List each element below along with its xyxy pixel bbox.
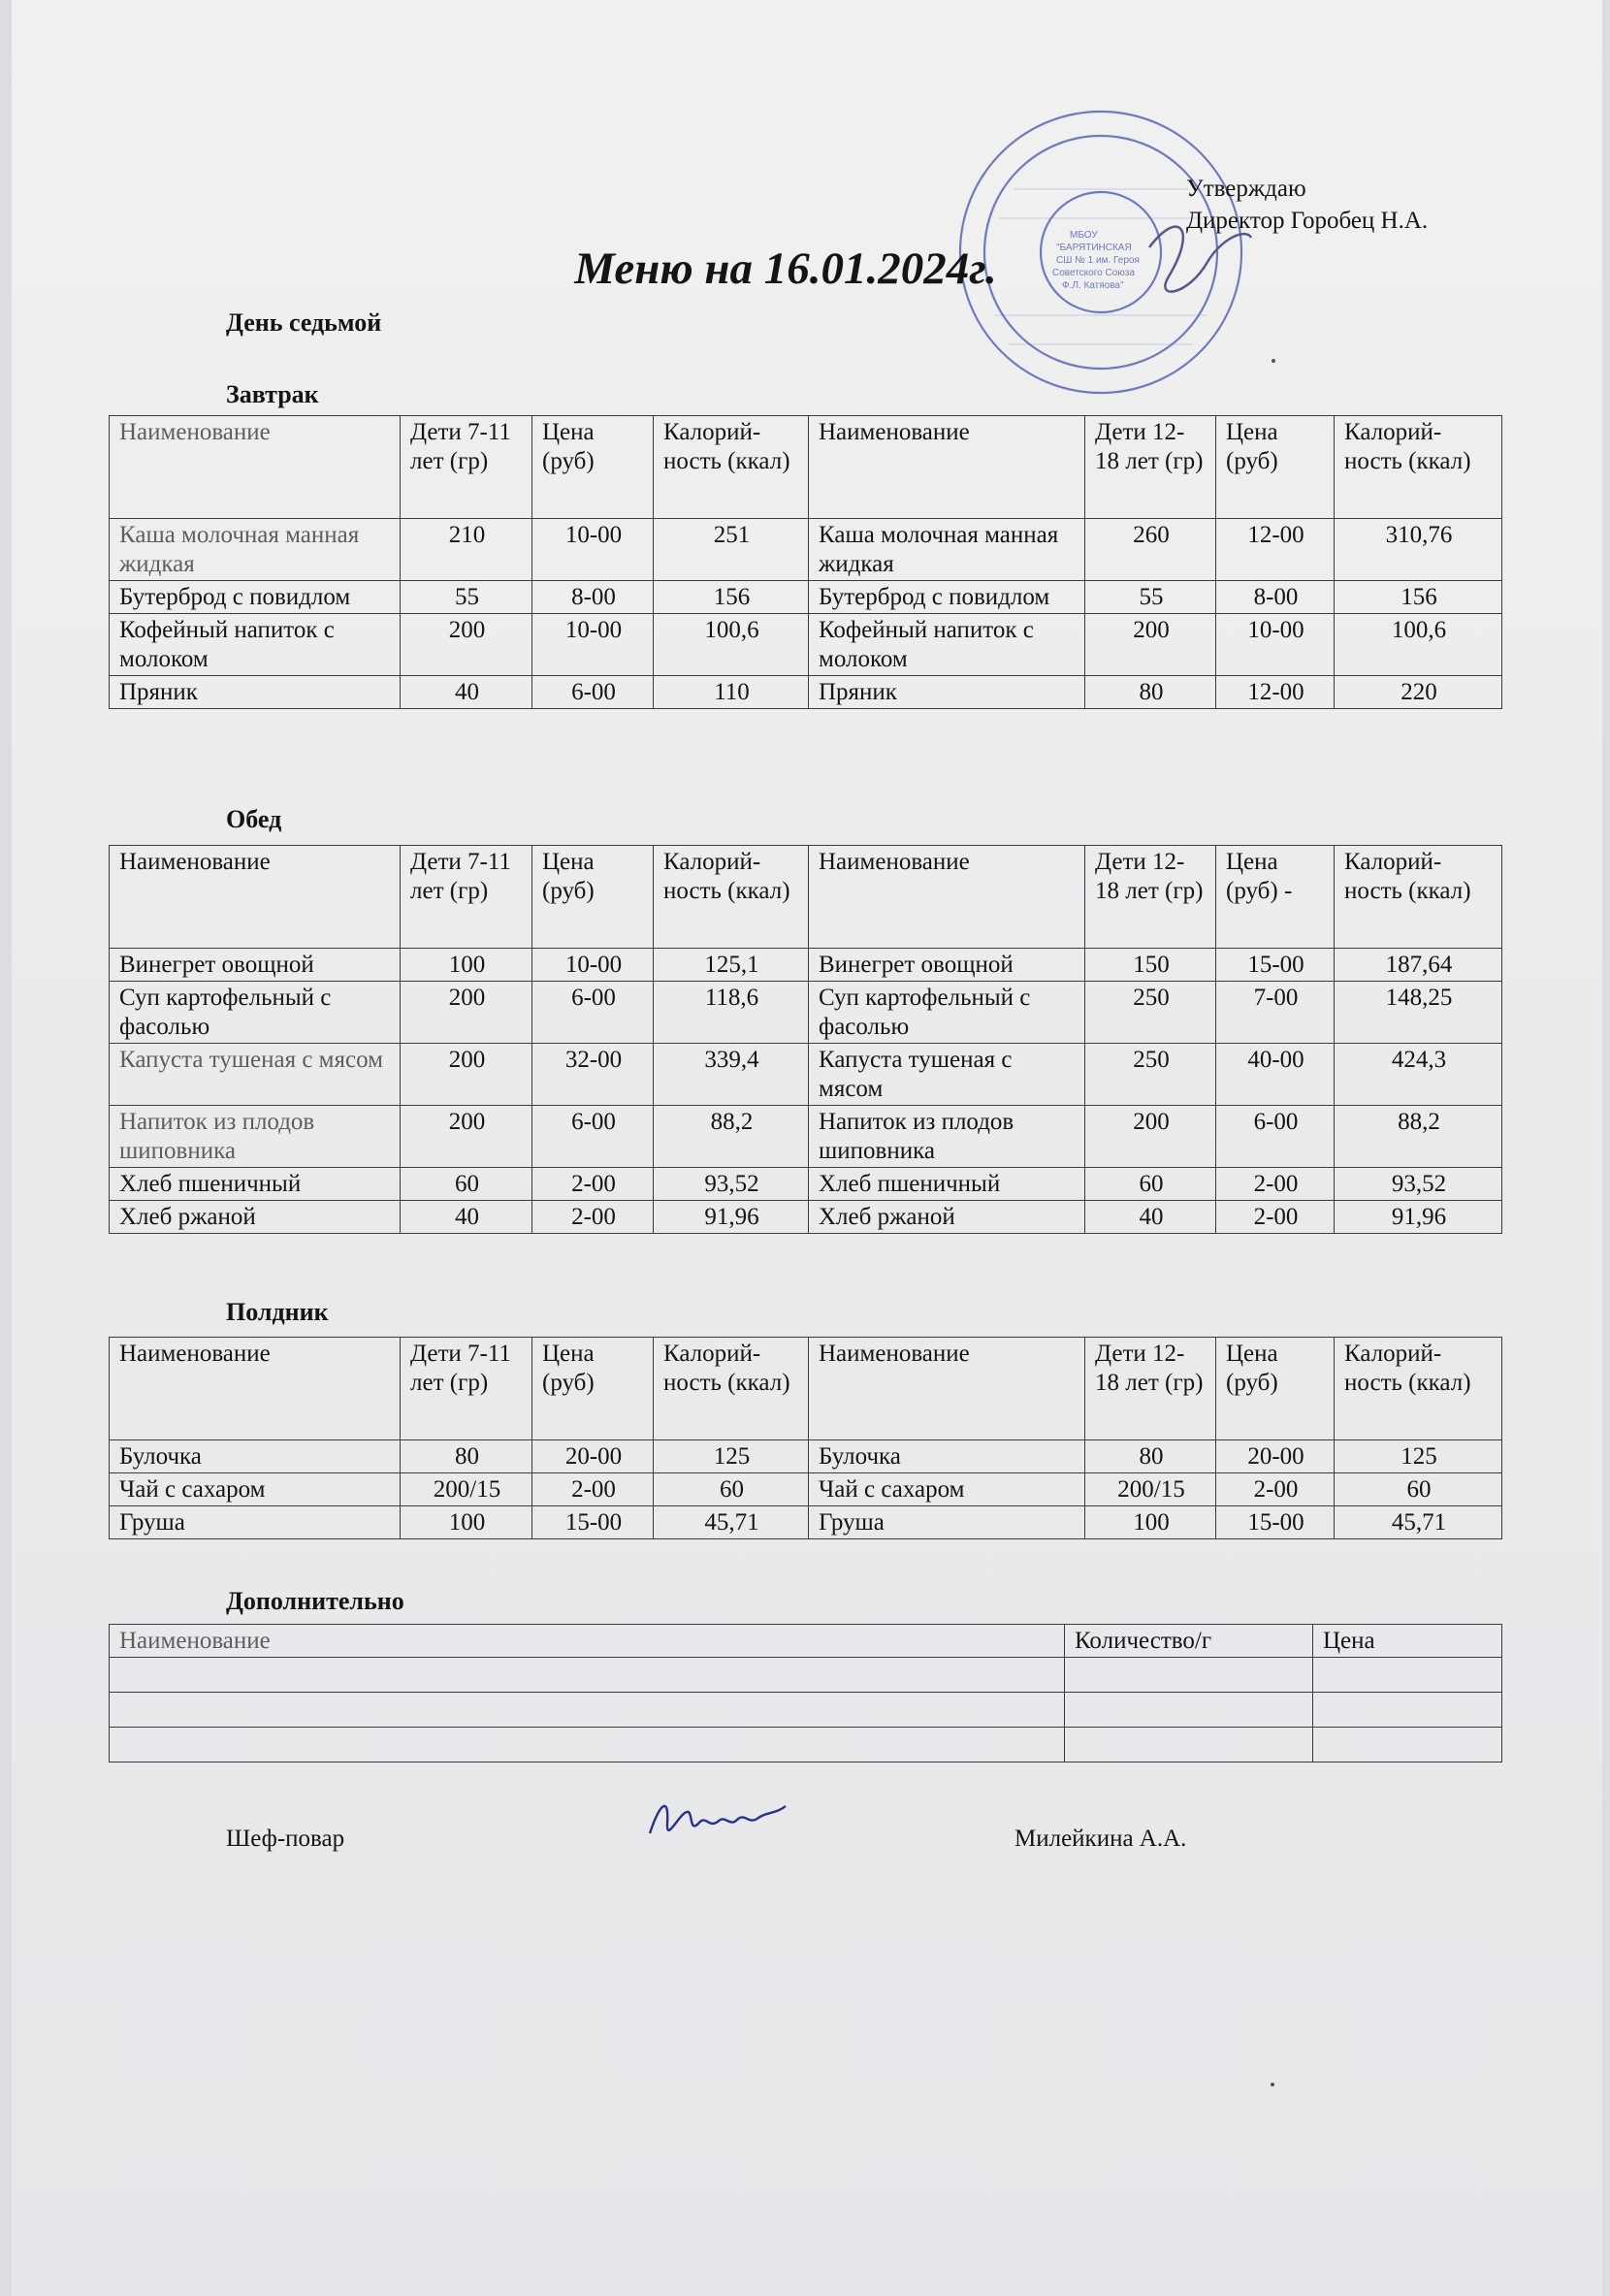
day-label: День седьмой [226, 308, 382, 337]
cell-grams-7-11: 100 [401, 1506, 532, 1539]
cell-grams-7-11: 200 [401, 982, 532, 1044]
cell-price-12-18: 8-00 [1216, 581, 1335, 614]
approval-block [1186, 173, 1428, 237]
cell-grams-7-11: 200 [401, 1044, 532, 1106]
cell-kcal-12-18: 93,52 [1335, 1168, 1502, 1201]
cell-name-12-18: Хлеб пшеничный [809, 1168, 1085, 1201]
cell-kcal-7-11: 251 [654, 519, 809, 581]
cell-kcal-7-11: 45,71 [654, 1506, 809, 1539]
chef-signature [640, 1785, 795, 1853]
cell-name-12-18: Капуста тушеная с мясом [809, 1044, 1085, 1106]
header-grams-7-11: Дети 7-11 лет (гр) [401, 1338, 532, 1440]
cell-kcal-12-18: 187,64 [1335, 949, 1502, 982]
header-kcal-12-18: Калорий-ность (ккал) [1335, 846, 1502, 949]
cell-grams-7-11: 210 [401, 519, 532, 581]
cell-name-12-18: Винегрет овощной [809, 949, 1085, 982]
cell-grams-12-18: 80 [1085, 1440, 1216, 1473]
cell-grams-12-18: 100 [1085, 1506, 1216, 1539]
speck [1272, 359, 1275, 363]
cell-grams-12-18: 60 [1085, 1168, 1216, 1201]
cell-kcal-12-18: 424,3 [1335, 1044, 1502, 1106]
page-title [0, 243, 1610, 295]
extra-header-price: Цена [1313, 1625, 1502, 1658]
cell-kcal-12-18: 91,96 [1335, 1201, 1502, 1234]
footer-role: Шеф-повар [226, 1826, 345, 1852]
cell-grams-7-11: 200/15 [401, 1473, 532, 1506]
cell-name-7-11: Капуста тушеная с мясом [110, 1044, 401, 1106]
cell-grams-7-11: 40 [401, 1201, 532, 1234]
section-title-breakfast: Завтрак [226, 380, 319, 408]
extra-header-quantity: Количество/г [1065, 1625, 1313, 1658]
table-row [110, 982, 1502, 1044]
cell-kcal-12-18: 220 [1335, 676, 1502, 709]
lunch-table [109, 845, 1502, 1234]
cell-name-7-11: Хлеб пшеничный [110, 1168, 401, 1201]
cell-kcal-12-18: 45,71 [1335, 1506, 1502, 1539]
cell-kcal-7-11: 93,52 [654, 1168, 809, 1201]
header-name-7-11: Наименование [110, 416, 401, 519]
cell-name-7-11: Бутерброд с повидлом [110, 581, 401, 614]
cell-kcal-7-11: 91,96 [654, 1201, 809, 1234]
header-row [110, 1338, 1502, 1440]
header-name-12-18: Наименование [809, 416, 1085, 519]
table-row [110, 581, 1502, 614]
cell-price-7-11: 2-00 [532, 1473, 654, 1506]
section-title-snack: Полдник [226, 1298, 329, 1326]
snack-table [109, 1337, 1502, 1539]
cell-name-7-11: Каша молочная манная жидкая [110, 519, 401, 581]
extra-header-name: Наименование [110, 1625, 1065, 1658]
cell-grams-12-18: 200/15 [1085, 1473, 1216, 1506]
table-row [110, 676, 1502, 709]
header-price-12-18: Цена (руб) - [1216, 846, 1335, 949]
cell-price-12-18: 2-00 [1216, 1168, 1335, 1201]
cell-name-12-18: Напиток из плодов шиповника [809, 1106, 1085, 1168]
header-row [110, 846, 1502, 949]
section-title-lunch: Обед [226, 805, 282, 833]
cell-price-12-18: 15-00 [1216, 1506, 1335, 1539]
cell-grams-7-11: 80 [401, 1440, 532, 1473]
header-name-12-18: Наименование [809, 1338, 1085, 1440]
cell-price-7-11: 6-00 [532, 676, 654, 709]
cell-kcal-12-18: 88,2 [1335, 1106, 1502, 1168]
extra-header-row [110, 1625, 1502, 1658]
cell-grams-7-11: 40 [401, 676, 532, 709]
cell-price-12-18: 12-00 [1216, 519, 1335, 581]
cell-kcal-7-11: 110 [654, 676, 809, 709]
header-kcal-7-11: Калорий-ность (ккал) [654, 416, 809, 519]
cell-grams-7-11: 200 [401, 614, 532, 676]
cell-grams-12-18: 200 [1085, 614, 1216, 676]
table-row [110, 1168, 1502, 1201]
cell-name-7-11: Кофейный напиток с молоком [110, 614, 401, 676]
header-grams-7-11: Дети 7-11 лет (гр) [401, 416, 532, 519]
header-price-7-11: Цена (руб) [532, 1338, 654, 1440]
cell-kcal-7-11: 156 [654, 581, 809, 614]
cell-name-7-11: Пряник [110, 676, 401, 709]
cell-name-7-11: Чай с сахаром [110, 1473, 401, 1506]
cell-kcal-7-11: 125,1 [654, 949, 809, 982]
cell-name-12-18: Пряник [809, 676, 1085, 709]
cell-kcal-12-18: 60 [1335, 1473, 1502, 1506]
header-kcal-7-11: Калорий-ность (ккал) [654, 1338, 809, 1440]
header-price-7-11: Цена (руб) [532, 846, 654, 949]
table-row [110, 1106, 1502, 1168]
cell-price-12-18: 2-00 [1216, 1473, 1335, 1506]
cell-kcal-12-18: 125 [1335, 1440, 1502, 1473]
speck [1271, 2083, 1274, 2086]
header-kcal-7-11: Калорий-ность (ккал) [654, 846, 809, 949]
table-row [110, 1506, 1502, 1539]
cell-price-7-11: 6-00 [532, 982, 654, 1044]
section-title-extra: Дополнительно [226, 1587, 404, 1615]
breakfast-table [109, 415, 1502, 709]
cell-price-12-18: 12-00 [1216, 676, 1335, 709]
cell-grams-12-18: 150 [1085, 949, 1216, 982]
svg-text:Советского Союза: Советского Союза [1052, 268, 1135, 278]
cell-price-7-11: 2-00 [532, 1201, 654, 1234]
cell-price-7-11: 10-00 [532, 519, 654, 581]
cell-kcal-7-11: 88,2 [654, 1106, 809, 1168]
cell-name-12-18: Булочка [809, 1440, 1085, 1473]
header-grams-12-18: Дети 12-18 лет (гр) [1085, 1338, 1216, 1440]
cell-price-12-18: 15-00 [1216, 949, 1335, 982]
cell-grams-12-18: 55 [1085, 581, 1216, 614]
title-text: Меню на 16.01.2024г. [574, 243, 997, 294]
cell-name-7-11: Винегрет овощной [110, 949, 401, 982]
table-row [110, 519, 1502, 581]
cell-kcal-7-11: 125 [654, 1440, 809, 1473]
extra-empty-row [110, 1728, 1502, 1762]
cell-name-7-11: Булочка [110, 1440, 401, 1473]
cell-price-12-18: 7-00 [1216, 982, 1335, 1044]
svg-text:"БАРЯТИНСКАЯ: "БАРЯТИНСКАЯ [1056, 243, 1132, 253]
cell-grams-12-18: 250 [1085, 1044, 1216, 1106]
cell-name-12-18: Чай с сахаром [809, 1473, 1085, 1506]
cell-kcal-12-18: 100,6 [1335, 614, 1502, 676]
cell-kcal-12-18: 148,25 [1335, 982, 1502, 1044]
svg-text:МБОУ: МБОУ [1070, 230, 1098, 241]
cell-grams-7-11: 60 [401, 1168, 532, 1201]
header-name-7-11: Наименование [110, 1338, 401, 1440]
cell-kcal-7-11: 118,6 [654, 982, 809, 1044]
cell-grams-7-11: 200 [401, 1106, 532, 1168]
cell-name-12-18: Груша [809, 1506, 1085, 1539]
cell-price-7-11: 8-00 [532, 581, 654, 614]
header-row [110, 416, 1502, 519]
approval-line-2: Директор Горобец Н.А. [1186, 208, 1429, 234]
header-price-7-11: Цена (руб) [532, 416, 654, 519]
cell-grams-12-18: 260 [1085, 519, 1216, 581]
cell-name-7-11: Напиток из плодов шиповника [110, 1106, 401, 1168]
table-row [110, 1201, 1502, 1234]
cell-price-12-18: 10-00 [1216, 614, 1335, 676]
header-grams-12-18: Дети 12-18 лет (гр) [1085, 416, 1216, 519]
table-row [110, 1473, 1502, 1506]
cell-price-12-18: 6-00 [1216, 1106, 1335, 1168]
cell-name-7-11: Суп картофельный с фасолью [110, 982, 401, 1044]
header-name-12-18: Наименование [809, 846, 1085, 949]
header-kcal-12-18: Калорий-ность (ккал) [1335, 1338, 1502, 1440]
header-price-12-18: Цена (руб) [1216, 416, 1335, 519]
cell-price-7-11: 15-00 [532, 1506, 654, 1539]
svg-text:СШ № 1 им. Героя: СШ № 1 им. Героя [1056, 255, 1140, 266]
extra-empty-row [110, 1658, 1502, 1693]
footer-name: Милейкина А.А. [1014, 1826, 1187, 1852]
cell-price-12-18: 40-00 [1216, 1044, 1335, 1106]
cell-name-12-18: Каша молочная манная жидкая [809, 519, 1085, 581]
cell-name-7-11: Хлеб ржаной [110, 1201, 401, 1234]
extra-empty-row [110, 1693, 1502, 1728]
cell-price-7-11: 10-00 [532, 614, 654, 676]
cell-kcal-12-18: 156 [1335, 581, 1502, 614]
cell-price-7-11: 10-00 [532, 949, 654, 982]
cell-name-12-18: Бутерброд с повидлом [809, 581, 1085, 614]
cell-grams-12-18: 200 [1085, 1106, 1216, 1168]
cell-name-7-11: Груша [110, 1506, 401, 1539]
cell-name-12-18: Кофейный напиток с молоком [809, 614, 1085, 676]
extra-table [109, 1624, 1502, 1762]
header-grams-12-18: Дети 12-18 лет (гр) [1085, 846, 1216, 949]
cell-price-7-11: 6-00 [532, 1106, 654, 1168]
approval-line-1: Утверждаю [1186, 176, 1306, 202]
cell-price-7-11: 2-00 [532, 1168, 654, 1201]
cell-grams-7-11: 55 [401, 581, 532, 614]
cell-grams-7-11: 100 [401, 949, 532, 982]
header-name-7-11: Наименование [110, 846, 401, 949]
cell-name-12-18: Хлеб ржаной [809, 1201, 1085, 1234]
header-kcal-12-18: Калорий-ность (ккал) [1335, 416, 1502, 519]
header-price-12-18: Цена (руб) [1216, 1338, 1335, 1440]
cell-kcal-12-18: 310,76 [1335, 519, 1502, 581]
cell-grams-12-18: 250 [1085, 982, 1216, 1044]
cell-kcal-7-11: 100,6 [654, 614, 809, 676]
cell-price-7-11: 20-00 [532, 1440, 654, 1473]
table-row [110, 1440, 1502, 1473]
header-grams-7-11: Дети 7-11 лет (гр) [401, 846, 532, 949]
cell-grams-12-18: 40 [1085, 1201, 1216, 1234]
table-row [110, 949, 1502, 982]
cell-price-12-18: 2-00 [1216, 1201, 1335, 1234]
cell-grams-12-18: 80 [1085, 676, 1216, 709]
cell-kcal-7-11: 60 [654, 1473, 809, 1506]
table-row [110, 614, 1502, 676]
cell-kcal-7-11: 339,4 [654, 1044, 809, 1106]
cell-name-12-18: Суп картофельный с фасолью [809, 982, 1085, 1044]
cell-price-12-18: 20-00 [1216, 1440, 1335, 1473]
table-row [110, 1044, 1502, 1106]
svg-text:Ф.Л. Катяова": Ф.Л. Катяова" [1062, 280, 1124, 291]
cell-price-7-11: 32-00 [532, 1044, 654, 1106]
